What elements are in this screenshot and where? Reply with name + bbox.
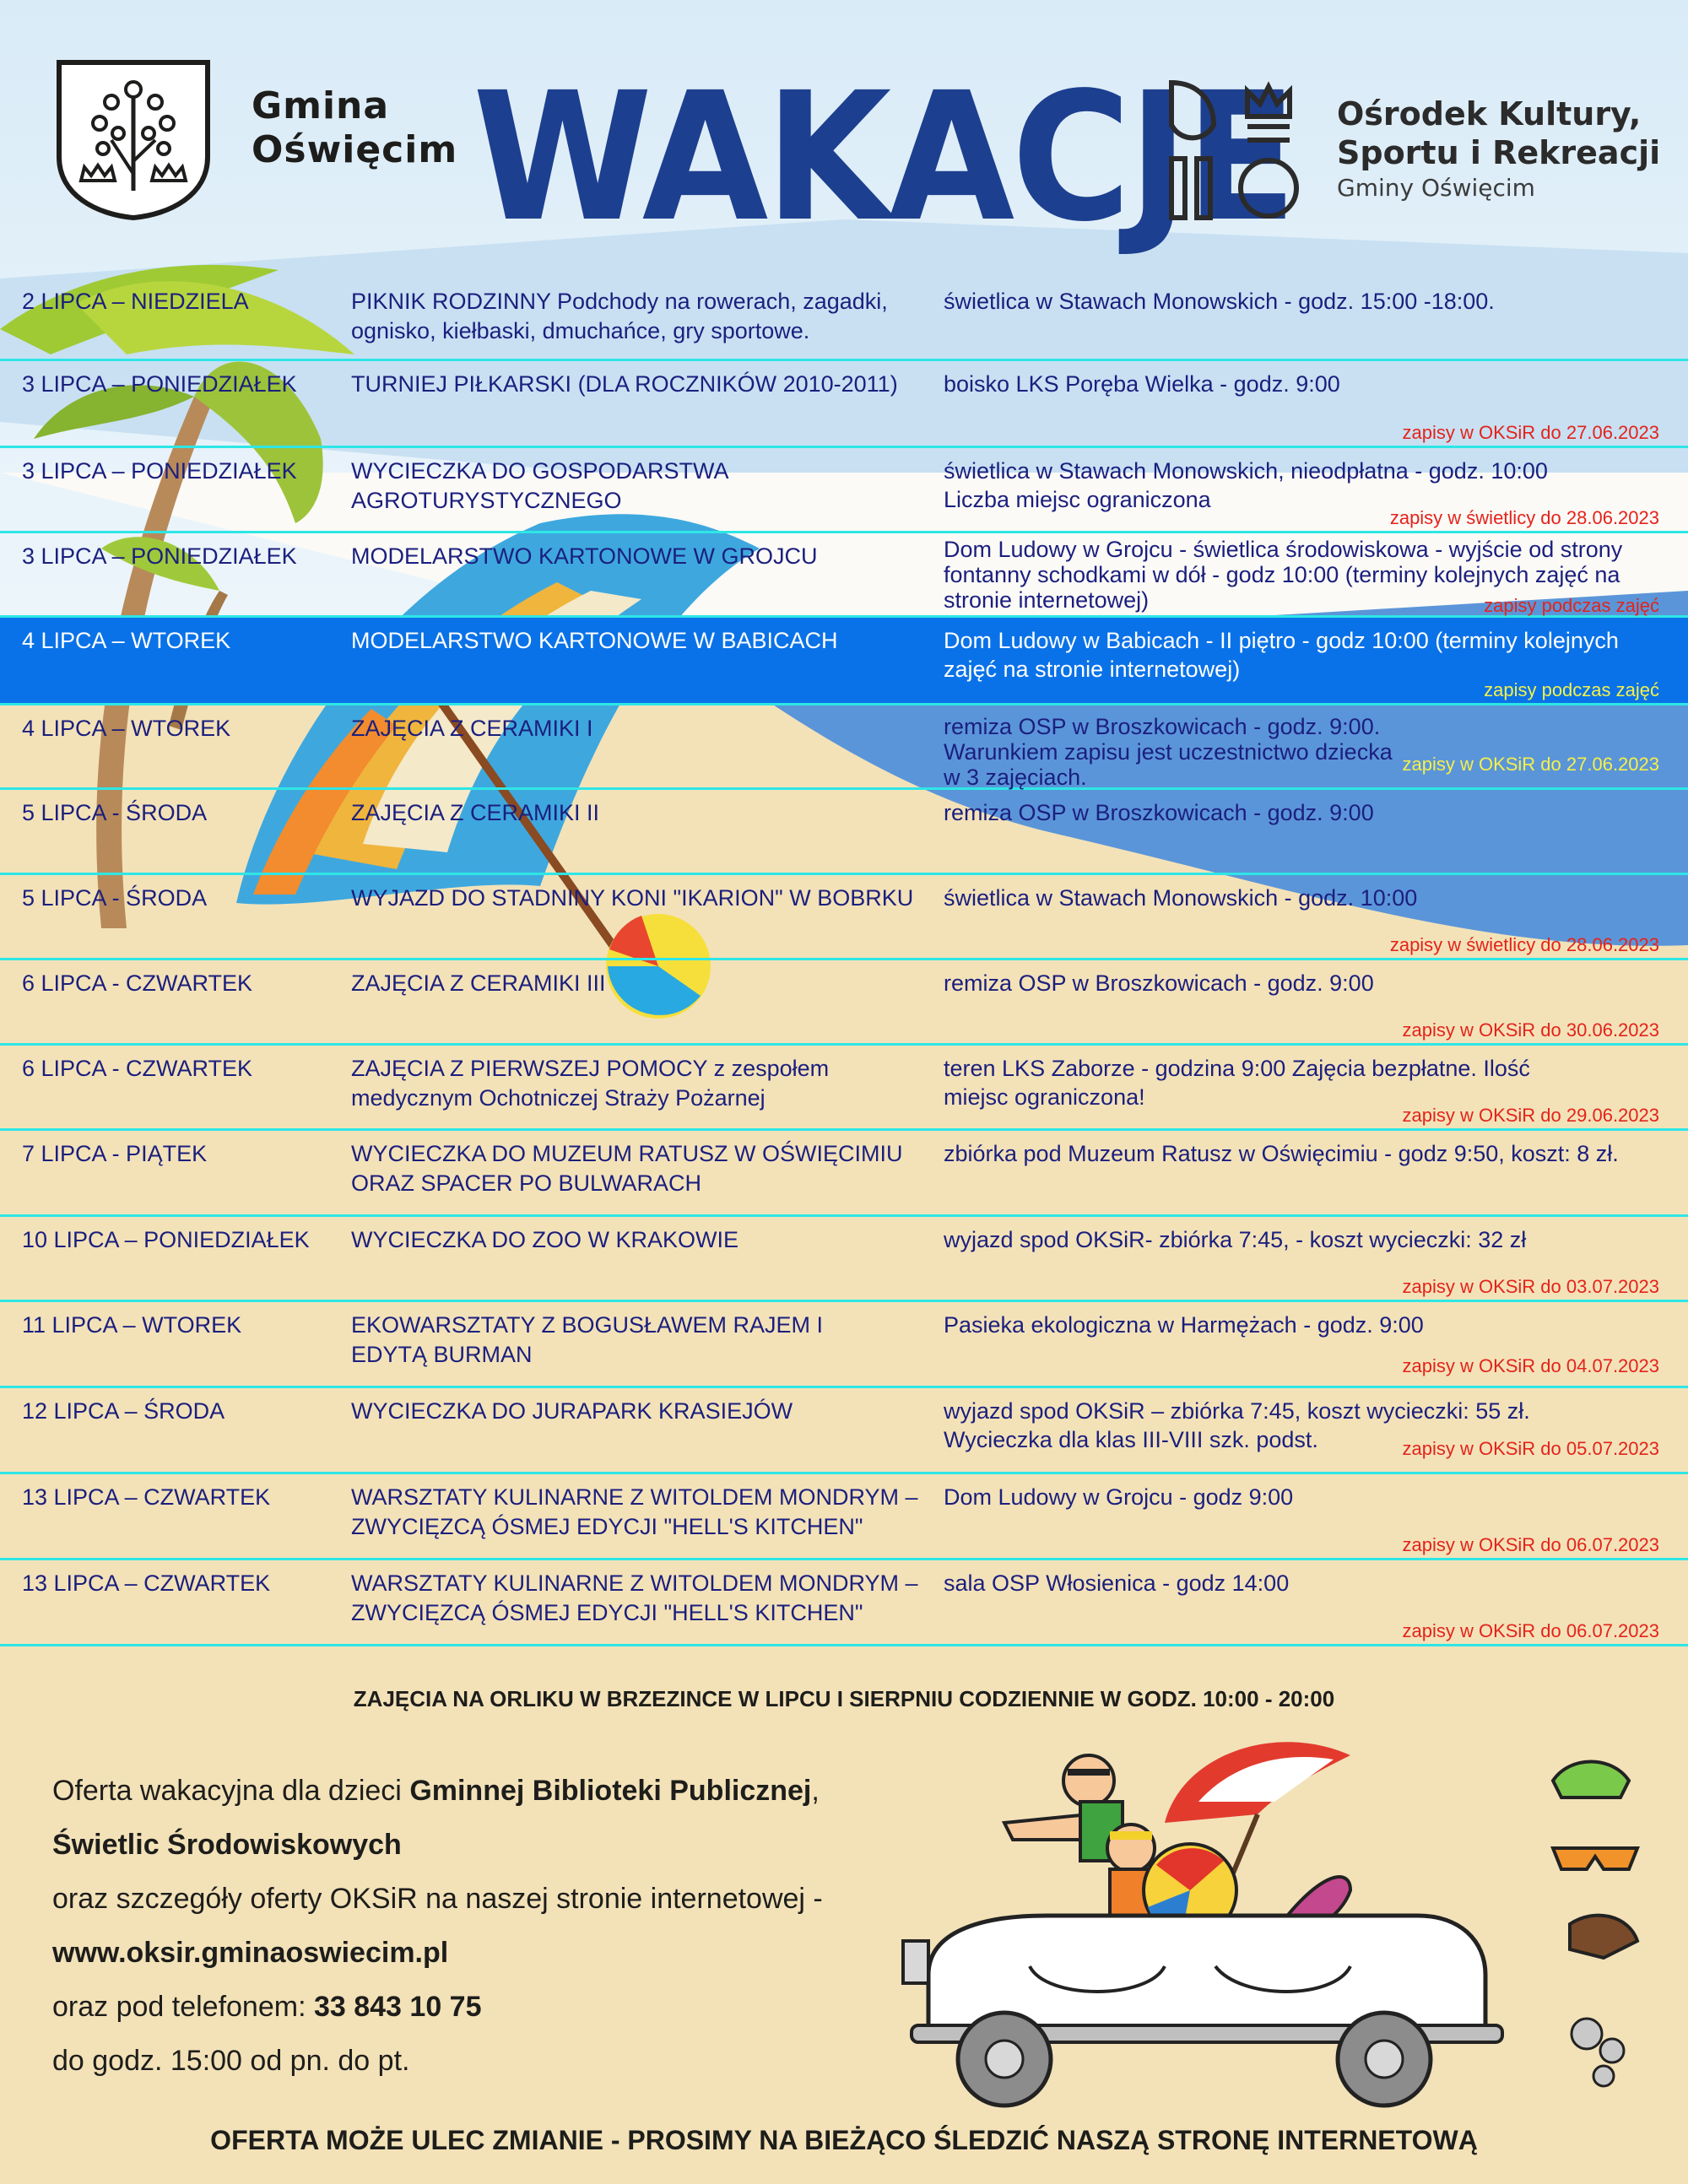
event-date: 5 LIPCA - ŚRODA bbox=[22, 885, 208, 911]
event-activity: WARSZTATY KULINARNE Z WITOLDEM MONDRYM – ZWYCIĘZCĄ ÓSMEJ EDYCJI "HELL'S KITCHEN" bbox=[351, 1484, 918, 1539]
offer-line-phone: oraz pod telefonem: 33 843 10 75 bbox=[52, 1991, 482, 2023]
table-row-highlighted bbox=[0, 618, 1688, 705]
event-place: świetlica w Stawach Monowskich - godz. 10:00 bbox=[944, 885, 1418, 911]
event-activity: ZAJĘCIA Z CERAMIKI I bbox=[351, 716, 593, 741]
table-row bbox=[0, 361, 1688, 448]
registration-note: zapisy w OKSiR do 30.06.2023 bbox=[1402, 1019, 1659, 1041]
offer-info bbox=[52, 1764, 913, 2088]
event-place: wyjazd spod OKSiR- zbiórka 7:45, - koszt wycieczki: 32 zł bbox=[944, 1227, 1527, 1252]
orlik-info: ZAJĘCIA NA ORLIKU W BRZEZINCE W LIPCU I SIERPNIU CODZIENNIE W GODZ. 10:00 - 20:00 bbox=[353, 1686, 1335, 1711]
gmina-name bbox=[252, 84, 471, 172]
table-row bbox=[0, 1131, 1688, 1217]
event-activity: EKOWARSZTATY Z BOGUSŁAWEM RAJEM I EDYTĄ BURMAN bbox=[351, 1312, 824, 1367]
event-activity: WYCIECZKA DO JURAPARK KRASIEJÓW bbox=[351, 1398, 793, 1424]
event-place: sala OSP Włosienica - godz 14:00 bbox=[944, 1570, 1290, 1596]
table-row bbox=[0, 1046, 1688, 1131]
registration-note: zapisy w świetlicy do 28.06.2023 bbox=[1389, 507, 1659, 528]
website-link[interactable]: www.oksir.gminaoswiecim.pl bbox=[52, 1937, 449, 1969]
gmina-crest-icon bbox=[52, 56, 214, 221]
event-place: Dom Ludowy w Grojcu - świetlica środowiskowa - wyjście od strony fontanny schodkami w dół - godz 10:00 (terminy kolejnych zajęć na stronie internetowej) bbox=[944, 537, 1623, 613]
table-row bbox=[0, 1560, 1688, 1646]
event-place: Pasieka ekologiczna w Harmężach - godz. 9:00 bbox=[944, 1312, 1424, 1338]
event-date: 2 LIPCA – NIEDZIELA bbox=[22, 289, 249, 314]
event-place: remiza OSP w Broszkowicach - godz. 9:00 bbox=[944, 970, 1374, 996]
event-place: boisko LKS Poręba Wielka - godz. 9:00 bbox=[944, 371, 1340, 397]
event-date: 10 LIPCA – PONIEDZIAŁEK bbox=[22, 1227, 310, 1252]
event-date: 13 LIPCA – CZWARTEK bbox=[22, 1484, 271, 1510]
header bbox=[0, 0, 1688, 261]
event-place: Dom Ludowy w Babicach - II piętro - godz 10:00 (terminy kolejnych zajęć na stronie internetowej) bbox=[944, 628, 1619, 682]
phone-number[interactable]: 33 843 10 75 bbox=[313, 1991, 482, 2023]
event-activity: ZAJĘCIA Z CERAMIKI II bbox=[351, 800, 600, 825]
table-row bbox=[0, 1388, 1688, 1474]
event-date: 11 LIPCA – WTOREK bbox=[22, 1312, 242, 1338]
event-date: 13 LIPCA – CZWARTEK bbox=[22, 1570, 271, 1596]
oksir-name-line2: Sportu i Rekreacji bbox=[1337, 134, 1661, 171]
oksir-name-line1: Ośrodek Kultury, bbox=[1337, 95, 1642, 132]
offer-line-2: Świetlic Środowiskowych bbox=[52, 1829, 402, 1861]
oksir-name-line3: Gminy Oświęcim bbox=[1337, 174, 1535, 202]
event-place: remiza OSP w Broszkowicach - godz. 9:00. Warunkiem zapisu jest uczestnictwo dziecka w 3 zajęciach. bbox=[944, 714, 1393, 790]
registration-note: zapisy w OKSiR do 05.07.2023 bbox=[1402, 1438, 1659, 1459]
event-date: 3 LIPCA – PONIEDZIAŁEK bbox=[22, 458, 297, 484]
registration-note: zapisy w OKSiR do 06.07.2023 bbox=[1402, 1620, 1659, 1641]
registration-note: zapisy w OKSiR do 27.06.2023 bbox=[1402, 754, 1659, 775]
event-activity: ZAJĘCIA Z CERAMIKI III bbox=[351, 970, 606, 996]
table-row bbox=[0, 875, 1688, 960]
registration-note: zapisy w OKSiR do 06.07.2023 bbox=[1402, 1534, 1659, 1555]
table-row bbox=[0, 448, 1688, 533]
footer-notice: OFERTA MOŻE ULEC ZMIANIE - PROSIMY NA BIEŻĄCO ŚLEDZIĆ NASZĄ STRONĘ INTERNETOWĄ bbox=[210, 2125, 1478, 2155]
event-date: 4 LIPCA – WTOREK bbox=[22, 628, 231, 653]
event-activity: WYCIECZKA DO ZOO W KRAKOWIE bbox=[351, 1227, 739, 1252]
registration-note: zapisy w OKSiR do 04.07.2023 bbox=[1402, 1355, 1659, 1376]
table-row bbox=[0, 533, 1688, 618]
event-place: świetlica w Stawach Monowskich, nieodpłatna - godz. 10:00 Liczba miejsc ograniczona bbox=[944, 458, 1548, 512]
oksir-logo-icon bbox=[1163, 74, 1307, 226]
offer-line-hours: do godz. 15:00 od pn. do pt. bbox=[52, 2045, 410, 2077]
registration-note: zapisy w świetlicy do 28.06.2023 bbox=[1389, 934, 1659, 955]
registration-note: zapisy podczas zajęć bbox=[1484, 679, 1659, 700]
gmina-name-line1: Gmina bbox=[252, 84, 390, 127]
event-date: 6 LIPCA - CZWARTEK bbox=[22, 1056, 253, 1081]
registration-note: zapisy w OKSiR do 27.06.2023 bbox=[1402, 422, 1659, 443]
table-row bbox=[0, 278, 1688, 361]
event-activity: PIKNIK RODZINNY Podchody na rowerach, zagadki, ognisko, kiełbaski, dmuchańce, gry sportowe. bbox=[351, 289, 888, 343]
event-date: 5 LIPCA - ŚRODA bbox=[22, 800, 208, 825]
event-date: 7 LIPCA - PIĄTEK bbox=[22, 1141, 208, 1166]
event-date: 3 LIPCA – PONIEDZIAŁEK bbox=[22, 371, 297, 397]
registration-note: zapisy w OKSiR do 03.07.2023 bbox=[1402, 1276, 1659, 1297]
event-place: Dom Ludowy w Grojcu - godz 9:00 bbox=[944, 1484, 1294, 1510]
registration-note: zapisy w OKSiR do 29.06.2023 bbox=[1402, 1105, 1659, 1126]
table-row bbox=[0, 960, 1688, 1046]
page-title: WAKACJE bbox=[473, 54, 1295, 261]
vacation-car-illustration bbox=[878, 1722, 1671, 2127]
table-row bbox=[0, 1474, 1688, 1560]
offer-line-3: oraz szczegóły oferty OKSiR na naszej stronie internetowej - bbox=[52, 1883, 823, 1915]
table-row bbox=[0, 705, 1688, 790]
event-place: świetlica w Stawach Monowskich - godz. 15:00 -18:00. bbox=[944, 289, 1495, 314]
event-date: 4 LIPCA – WTOREK bbox=[22, 716, 231, 741]
event-activity: WYCIECZKA DO MUZEUM RATUSZ W OŚWIĘCIMIU ORAZ SPACER PO BULWARACH bbox=[351, 1141, 903, 1196]
table-row bbox=[0, 1217, 1688, 1302]
registration-note: zapisy podczas zajęć bbox=[1484, 595, 1659, 616]
event-activity: WYCIECZKA DO GOSPODARSTWA AGROTURYSTYCZNEGO bbox=[351, 458, 728, 513]
event-date: 3 LIPCA – PONIEDZIAŁEK bbox=[22, 543, 297, 569]
offer-line-1: Oferta wakacyjna dla dzieci Gminnej Biblioteki Publicznej, bbox=[52, 1775, 820, 1807]
event-activity: ZAJĘCIA Z PIERWSZEJ POMOCY z zespołem medycznym Ochotniczej Straży Pożarnej bbox=[351, 1056, 830, 1111]
event-place: teren LKS Zaborze - godzina 9:00 Zajęcia bezpłatne. Ilość miejsc ograniczona! bbox=[944, 1056, 1530, 1110]
event-activity: MODELARSTWO KARTONOWE W BABICACH bbox=[351, 628, 838, 653]
table-row bbox=[0, 1302, 1688, 1388]
gmina-name-line2: Oświęcim bbox=[252, 128, 458, 171]
event-activity: TURNIEJ PIŁKARSKI (DLA ROCZNIKÓW 2010-2011) bbox=[351, 371, 898, 397]
oksir-name bbox=[1337, 95, 1674, 204]
event-date: 12 LIPCA – ŚRODA bbox=[22, 1398, 225, 1424]
schedule-table bbox=[0, 278, 1688, 1646]
event-activity: WARSZTATY KULINARNE Z WITOLDEM MONDRYM – ZWYCIĘZCĄ ÓSMEJ EDYCJI "HELL'S KITCHEN" bbox=[351, 1570, 918, 1625]
event-activity: WYJAZD DO STADNINY KONI "IKARION" W BOBRKU bbox=[351, 885, 914, 911]
event-activity: MODELARSTWO KARTONOWE W GROJCU bbox=[351, 543, 818, 569]
event-place: remiza OSP w Broszkowicach - godz. 9:00 bbox=[944, 800, 1374, 825]
table-row bbox=[0, 790, 1688, 875]
event-place: wyjazd spod OKSiR – zbiórka 7:45, koszt wycieczki: 55 zł. Wycieczka dla klas III-VIII szk. podst. bbox=[944, 1398, 1530, 1452]
event-date: 6 LIPCA - CZWARTEK bbox=[22, 970, 253, 996]
event-place: zbiórka pod Muzeum Ratusz w Oświęcimiu - godz 9:50, koszt: 8 zł. bbox=[944, 1141, 1619, 1166]
